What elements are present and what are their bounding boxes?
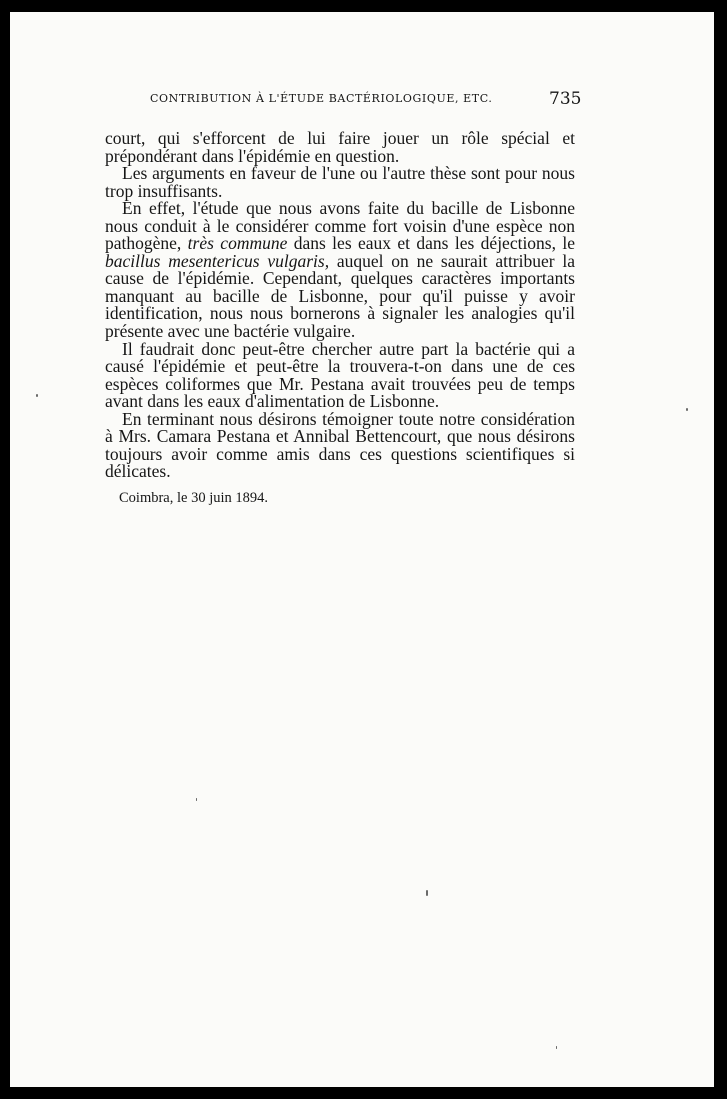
paper-speck [686, 408, 688, 411]
paper-speck [196, 798, 197, 801]
paper-speck [556, 1046, 557, 1049]
paragraph-1: court, qui s'efforcent de lui faire jouer un rôle spécial et prépondérant dans l'épidémie en question. [105, 128, 575, 166]
body-text [105, 130, 575, 506]
page-number: 735 [549, 89, 582, 109]
paragraph-3-text-1: En effet, l'étude que nous avons faite du bacille de Lisbonne nous conduit à le considérer comme fort voisin d'une espèce non pathogène, [105, 198, 575, 254]
paper-speck [36, 394, 38, 397]
signoff-date-line: Coimbra, le 30 juin 1894. [119, 489, 269, 506]
paragraph-3-italic-2: bacillus mesentericus vulgaris, [105, 250, 330, 271]
paragraph-5: En terminant nous désirons témoigner toute notre considération à Mrs. Camara Pestana et Annibal Bettencourt, que nous désirons toujours avoir comme amis dans ces questions scientifiques si délicates. [105, 408, 575, 482]
paragraph-4: Il faudrait donc peut-être chercher autre part la bactérie qui a causé l'épidémie et peut-être la trouvera-t-on dans une de ces espèces coliformes que Mr. Pestana avait trouvées peu de temps avant dans les eaux d'alimentation de Lisbonne. [105, 338, 575, 412]
running-head: CONTRIBUTION À L'ÉTUDE BACTÉRIOLOGIQUE, ETC. [150, 92, 493, 105]
paragraph-3-text-3: auquel on ne saurait attribuer la cause de l'épidémie. Cependant, quelques caractères importants manquant au bacille de Lisbonne, pour qu'il puisse y avoir identification, nous nous bornerons à signaler les analogies qu'il présente avec une bactérie vulgaire. [105, 250, 576, 342]
paragraph-3 [105, 200, 575, 340]
paragraph-2: Les arguments en faveur de l'une ou l'autre thèse sont pour nous trop insuffisants. [105, 163, 575, 201]
paragraph-3-italic-1: très commune [187, 233, 288, 254]
paper-speck [426, 890, 428, 896]
paragraph-3-text-2: dans les eaux et dans les déjections, le [287, 233, 575, 254]
